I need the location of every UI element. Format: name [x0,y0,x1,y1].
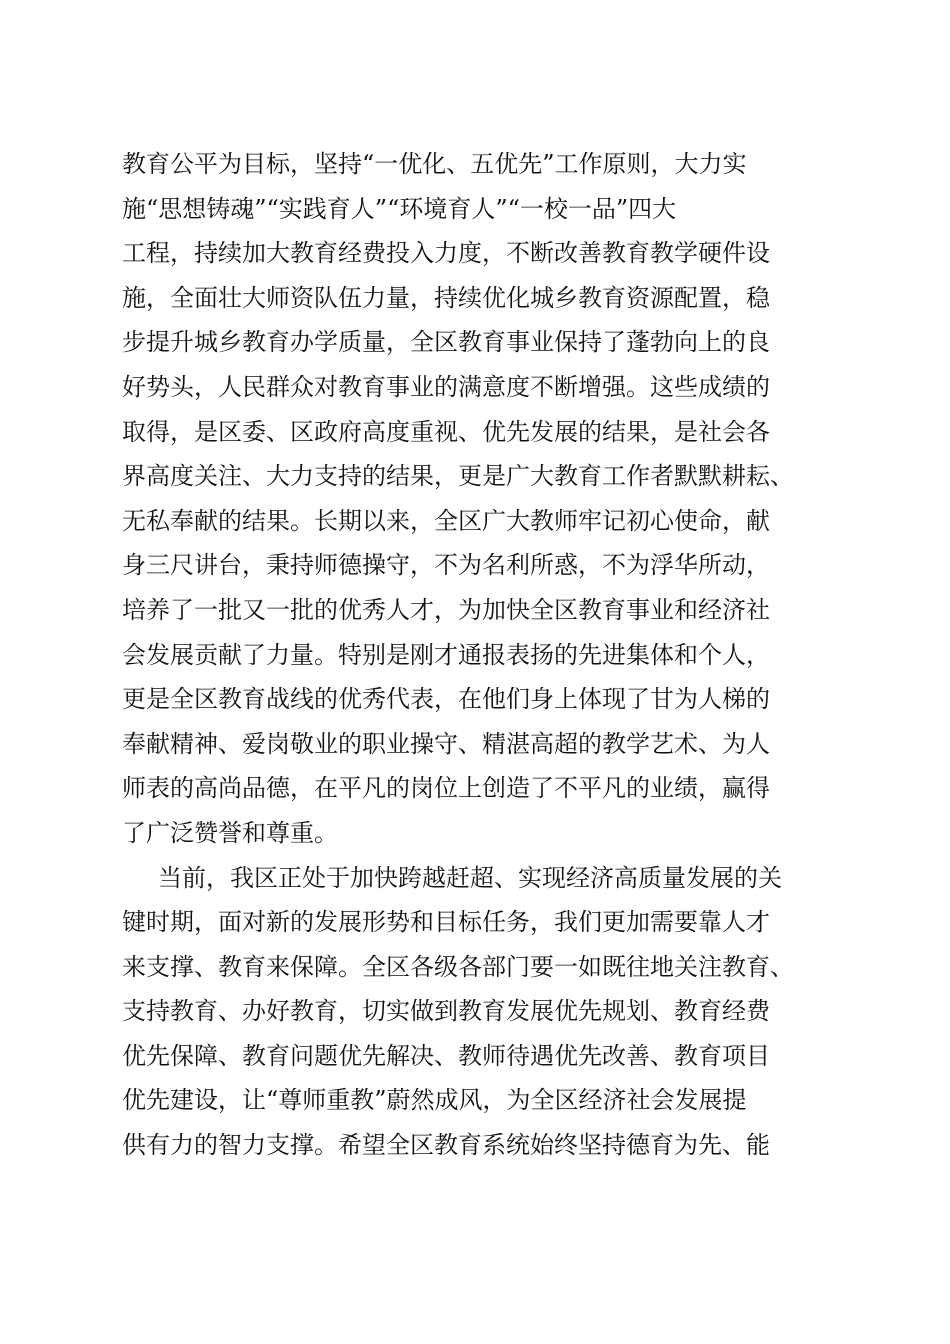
text-line: 取得，是区委、区政府高度重视、优先发展的结果，是社会各 [122,417,770,446]
text-line: 优先建设，让“尊师重教”蔚然成风，为全区经济社会发展提 [122,1086,747,1115]
text-line: 支持教育、办好教育，切实做到教育发展优先规划、教育经费 [122,997,770,1026]
text-line: 无私奉献的结果。长期以来，全区广大教师牢记初心使命，献 [122,506,770,535]
text-line: 施，全面壮大师资队伍力量，持续优化城乡教育资源配置，稳 [122,283,770,312]
text-line: 当前，我区正处于加快跨越赶超、实现经济高质量发展的关 [158,863,782,892]
text-line: 步提升城乡教育办学质量，全区教育事业保持了蓬勃向上的良 [122,328,770,357]
text-line: 身三尺讲台，秉持师德操守，不为名利所惑，不为浮华所动， [122,551,770,580]
text-line: 师表的高尚品德，在平凡的岗位上创造了不平凡的业绩，赢得 [122,774,770,803]
text-line: 奉献精神、爱岗敬业的职业操守、精湛高超的教学艺术、为人 [122,729,770,758]
text-line: 工程，持续加大教育经费投入力度，不断改善教育教学硬件设 [122,239,770,268]
text-line: 好势头，人民群众对教育事业的满意度不断增强。这些成绩的 [122,372,770,401]
text-line: 更是全区教育战线的优秀代表，在他们身上体现了甘为人梯的 [122,685,770,714]
text-line: 教育公平为目标，坚持“一优化、五优先”工作原则，大力实 [122,150,747,178]
text-line: 培养了一批又一批的优秀人才，为加快全区教育事业和经济社 [122,595,770,624]
text-line: 界高度关注、大力支持的结果，更是广大教育工作者默默耕耘、 [122,462,794,491]
text-line: 了广泛赞誉和尊重。 [122,818,338,847]
paragraph [122,142,842,856]
text-line: 供有力的智力支撑。希望全区教育系统始终坚持德育为先、能 [122,1131,770,1160]
body-text [122,142,842,1168]
text-line: 施“思想铸魂”“实践育人”“环境育人”“一校一品”四大 [122,194,677,223]
text-line: 优先保障、教育问题优先解决、教师待遇优先改善、教育项目 [122,1041,770,1070]
text-line: 会发展贡献了力量。特别是刚才通报表扬的先进集体和个人， [122,640,770,669]
text-line: 键时期，面对新的发展形势和目标任务，我们更加需要靠人才 [122,908,770,937]
paragraph [122,856,842,1168]
text-line: 来支撑、教育来保障。全区各级各部门要一如既往地关注教育、 [122,952,794,981]
